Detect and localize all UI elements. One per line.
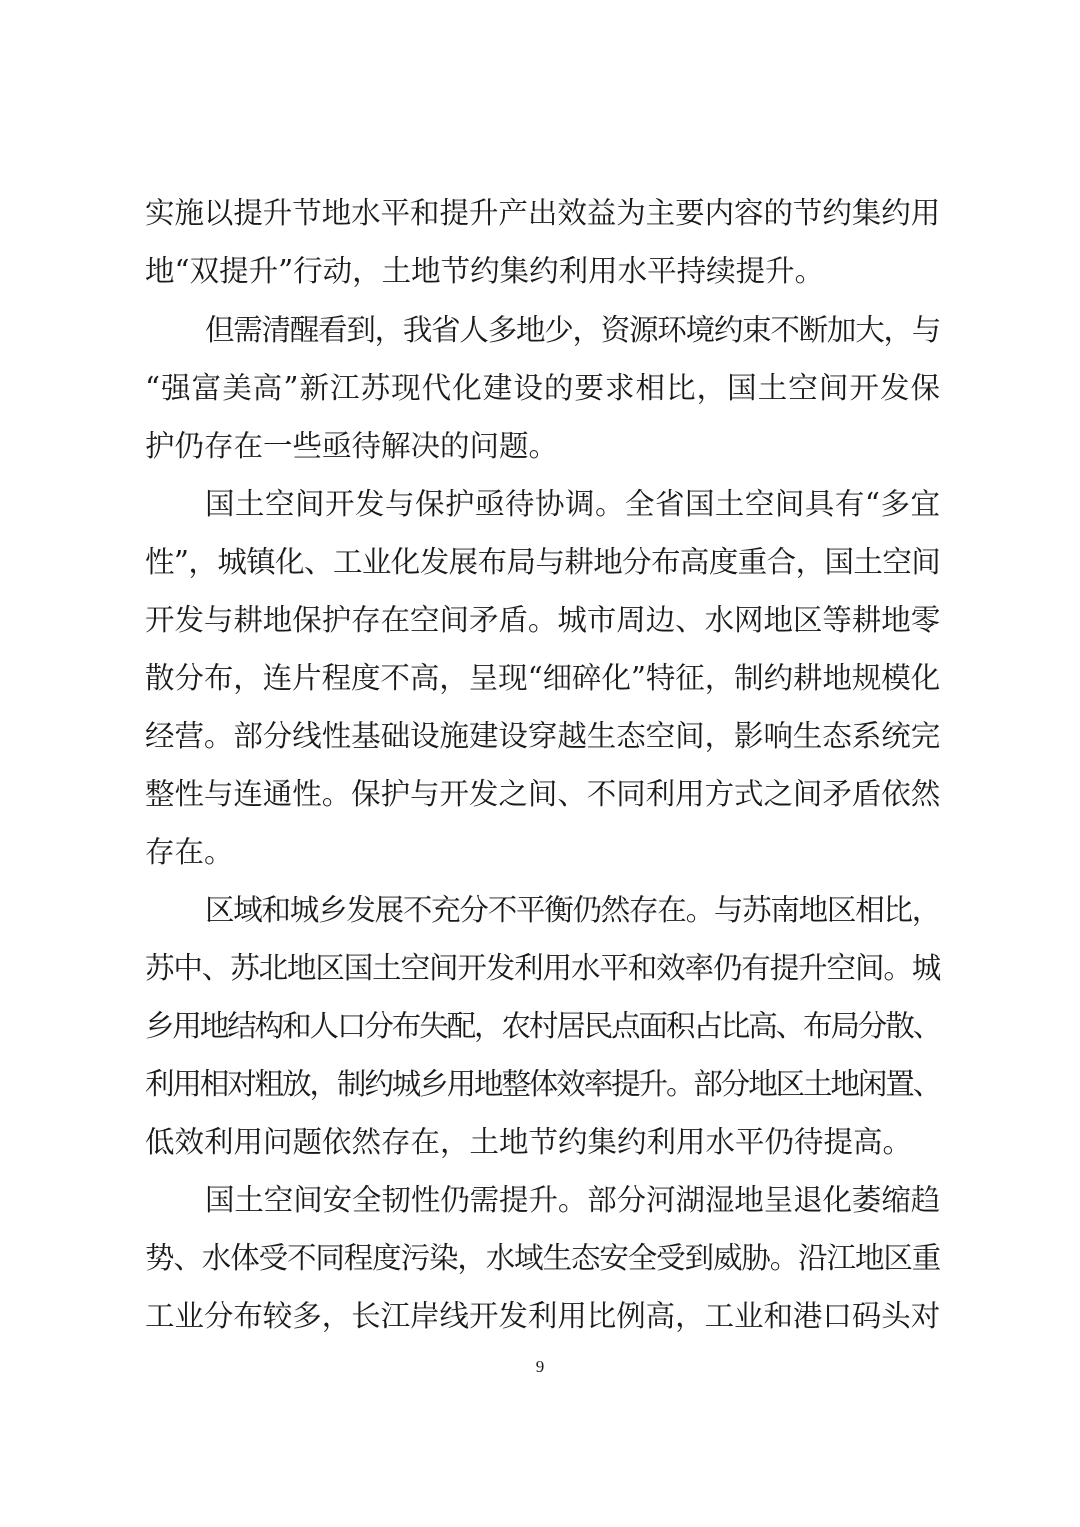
text-line: 工业分布较多，长江岸线开发利用比例高，工业和港口码头对 bbox=[145, 1299, 940, 1333]
text-line: 苏中、苏北地区国土空间开发利用水平和效率仍有提升空间。城 bbox=[145, 951, 940, 985]
text-line: 低效利用问题依然存在，土地节约集约利用水平仍待提高。 bbox=[145, 1125, 913, 1159]
page-number: 9 bbox=[535, 1357, 545, 1376]
text-line: 散分布，连片程度不高，呈现“细碎化”特征，制约耕地规模化 bbox=[145, 661, 940, 695]
paragraph-heading-line: 国土空间安全韧性仍需提升。部分河湖湿地呈退化萎缩趋 bbox=[205, 1183, 940, 1217]
text-line: 但需清醒看到，我省人多地少，资源环境约束不断加大，与 bbox=[205, 313, 940, 347]
text-line: 开发与耕地保护存在空间矛盾。城市周边、水网地区等耕地零 bbox=[145, 603, 940, 637]
text-line: “强富美高”新江苏现代化建设的要求相比，国土空间开发保 bbox=[145, 371, 940, 405]
text-line: 势、水体受不同程度污染，水域生态安全受到威胁。沿江地区重 bbox=[145, 1241, 940, 1275]
text-line: 护仍存在一些亟待解决的问题。 bbox=[145, 429, 559, 463]
text-line: 性”，城镇化、工业化发展布局与耕地分布高度重合，国土空间 bbox=[145, 545, 940, 579]
text-line: 存在。 bbox=[145, 835, 234, 869]
text-line: 实施以提升节地水平和提升产出效益为主要内容的节约集约用 bbox=[145, 196, 940, 230]
paragraph-heading-line: 区域和城乡发展不充分不平衡仍然存在。与苏南地区相比， bbox=[205, 893, 940, 927]
text-line: 经营。部分线性基础设施建设穿越生态空间，影响生态系统完 bbox=[145, 719, 940, 753]
text-line: 利用相对粗放，制约城乡用地整体效率提升。部分地区土地闲置、 bbox=[145, 1067, 940, 1101]
paragraph-heading-line: 国土空间开发与保护亟待协调。全省国土空间具有“多宜 bbox=[205, 487, 940, 521]
text-line: 地“双提升”行动，土地节约集约利用水平持续提升。 bbox=[145, 254, 825, 288]
text-line: 乡用地结构和人口分布失配，农村居民点面积占比高、布局分散、 bbox=[145, 1009, 940, 1043]
text-line: 整性与连通性。保护与开发之间、不同利用方式之间矛盾依然 bbox=[145, 777, 940, 811]
